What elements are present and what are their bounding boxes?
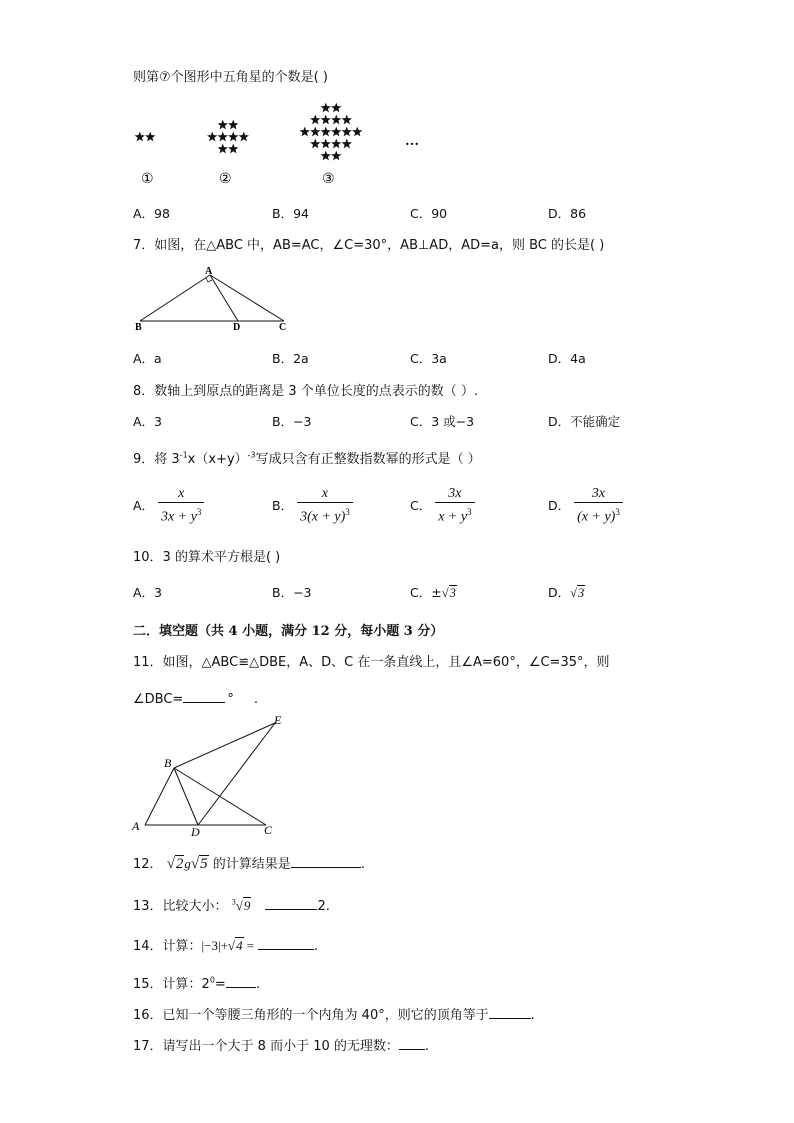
q6-option-b: B．94 [272,206,309,221]
q13-answer-blank[interactable] [265,897,317,910]
q13: 13．比较大小： $^3$√9 2. [133,897,330,914]
q11-label-d: D [191,825,200,838]
q10-option-b: B．−3 [272,585,312,600]
star-icon [218,144,228,154]
star-icon [310,139,320,149]
q6-label-1: ① [141,172,154,187]
q8-option-a: A．3 [133,414,163,429]
star-icon [331,139,341,149]
q15-answer-blank[interactable] [226,975,256,988]
q7-label-b: B [135,322,142,333]
star-icon [321,139,331,149]
q16: 16．已知一个等腰三角形的一个内角为 40°，则它的顶角等于 . [133,1008,535,1023]
q14-answer-blank[interactable] [258,937,314,950]
q10-option-c: C．±√3 [410,585,456,600]
star-icon [218,132,228,142]
star-icon [228,120,238,130]
star-icon [331,127,341,137]
q10-stem: 10．3 的算术平方根是( ) [133,550,281,565]
q11-label-a: A [132,819,140,833]
q15: 15．计算：$2^0=$ . [133,975,260,992]
star-icon [331,103,341,113]
q6-ellipsis: … [405,134,419,149]
star-icon [342,127,352,137]
q7-option-d: D．4a [548,351,586,366]
star-icon [321,127,331,137]
sqrt-5: √5 [190,856,208,872]
q9-option-a: A． $\frac{x}{3x + y^3}$ [133,486,204,527]
star-icon [310,115,320,125]
q8-stem: 8．数轴上到原点的距离是 3 个单位长度的点表示的数（ ）. [133,384,479,399]
q9-option-d: D． $\frac{3x}{(x + y)^3}$ [548,486,623,527]
q7-label-d: D [233,322,241,333]
star-icon [145,132,155,142]
q9-fraction-b: $\frac{x}{3(x + y)^3}$ [297,486,353,527]
q8-option-c: C．3 或−3 [410,414,475,429]
star-icon [352,127,362,137]
q17: 17．请写出一个大于 8 而小于 10 的无理数： . [133,1039,430,1054]
star-icon [331,151,341,161]
sqrt-2: √2 [166,856,184,872]
q11-label-c: C [264,823,273,837]
star-icon [218,120,228,130]
star-icon [331,115,341,125]
q17-answer-blank[interactable] [399,1037,425,1050]
cube-root-9: $^3$√9 [231,897,251,913]
q11-label-b: B [164,756,172,770]
q7-label-c: C [279,322,287,333]
q14: 14．计算：|−3|+√4 = . [133,938,319,954]
sqrt-3: √3 [441,586,456,600]
star-icon [310,127,320,137]
q9-stem: 9．将 $3^{-1}x(x+y)^{-3}$写成只含有正整数指数幂的形式是（ ） [133,450,481,467]
star-icon [342,139,352,149]
star-patterns [135,103,363,161]
q11-answer-blank[interactable] [183,690,225,703]
q7-label-a: A [205,266,213,277]
q9-fraction-c: $\frac{3x}{x + y^3}$ [435,486,474,527]
q6-option-c: C．90 [410,206,448,221]
q11-label-e: E [274,713,282,727]
q6-option-d: D．86 [548,206,587,221]
q9-fraction-a: $\frac{x}{3x + y^3}$ [158,486,204,527]
q11-stem: 11．如图，△ABC≌△DBE，A、D、C 在一条直线上，且∠A=60°，∠C=35°，则 [133,655,610,670]
star-icon [321,103,331,113]
q10-option-a: A．3 [133,585,163,600]
star-icon [239,132,249,142]
q10-option-d: D．√3 [548,585,585,600]
sqrt-4: √4 [227,938,243,953]
star-icon [300,127,310,137]
q6-label-2: ② [219,172,232,187]
q7-stem: 7．如图，在△ABC 中，AB=AC，∠C=30°，AB⊥AD，AD=a，则 BC 的长是( ) [133,238,605,253]
star-icon [228,144,238,154]
q8-option-b: B．−3 [272,414,312,429]
q16-answer-blank[interactable] [489,1006,531,1019]
q12-answer-blank[interactable] [291,855,361,868]
q9-option-c: C． $\frac{3x}{x + y^3}$ [410,486,475,527]
star-icon [207,132,217,142]
q9-option-b: B． $\frac{x}{3(x + y)^3}$ [272,486,353,527]
q7-option-c: C．3a [410,351,447,366]
star-icon [135,132,145,142]
q7-triangle-figure [132,264,302,336]
q6-stem: 则第⑦个图形中五角星的个数是( ) [133,70,328,85]
star-icon [321,151,331,161]
q8-option-d: D．不能确定 [548,414,621,429]
q6-star-figures [125,100,425,190]
q9-fraction-d: $\frac{3x}{(x + y)^3}$ [574,486,623,527]
q11-line2: ∠DBC= ° . [133,692,258,707]
q7-option-b: B．2a [272,351,309,366]
section2-title: 二．填空题（共 4 小题，满分 12 分，每小题 3 分） [133,624,444,639]
star-icon [228,132,238,142]
q12: 12． √2g√5 的计算结果是 . [133,856,365,872]
q6-label-3: ③ [322,172,335,187]
q11-triangle-figure [130,712,290,838]
sqrt-3: √3 [570,586,585,600]
q7-option-a: A．a [133,351,162,366]
star-icon [321,115,331,125]
q6-option-a: A．98 [133,206,170,221]
star-icon [342,115,352,125]
